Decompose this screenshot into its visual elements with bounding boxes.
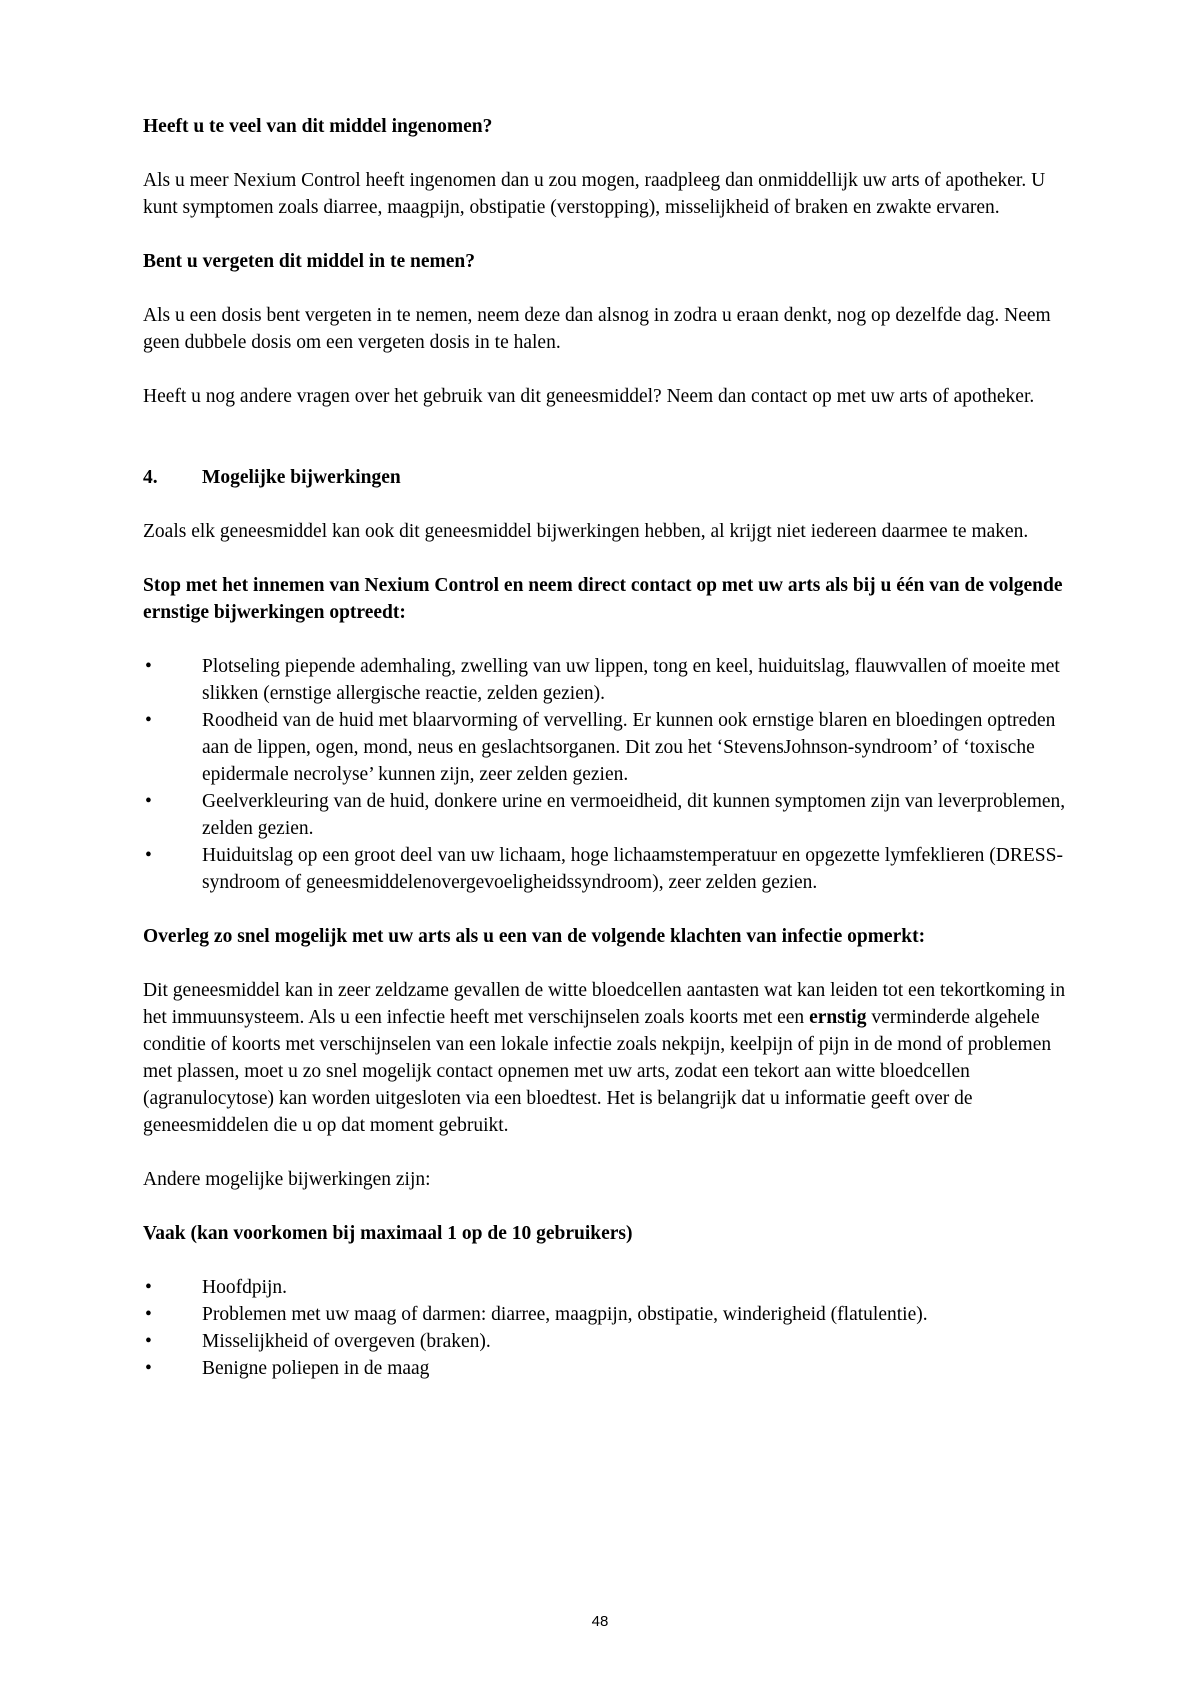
infection-heading: Overleg zo snel mogelijk met uw arts als u een van de volgende klachten van infectie opmerkt:	[143, 926, 926, 947]
overdose-heading: Heeft u te veel van dit middel ingenomen?	[143, 116, 493, 137]
side-effects-intro: Zoals elk geneesmiddel kan ook dit geneesmiddel bijwerkingen hebben, al krijgt niet iedereen daarmee te maken.	[143, 521, 1029, 542]
list-item-text: Hoofdpijn.	[202, 1277, 288, 1298]
bullet-icon: •	[145, 1304, 152, 1325]
forgotten-paragraph: Als u een dosis bent vergeten in te nemen, neem deze dan alsnog in zodra u eraan denkt, nog op dezelfde dag. Neem geen dubbele dosis om een vergeten dosis in te halen.	[143, 305, 1051, 353]
bullet-icon: •	[145, 710, 152, 731]
bullet-icon: •	[145, 656, 152, 677]
forgotten-heading: Bent u vergeten dit middel in te nemen?	[143, 251, 476, 272]
common-frequency-heading: Vaak (kan voorkomen bij maximaal 1 op de 10 gebruikers)	[143, 1223, 633, 1244]
stop-heading: Stop met het innemen van Nexium Control en neem direct contact op met uw arts als bij u één van de volgende ernstige bijwerkingen optreedt:	[143, 575, 1063, 623]
list-item-text: Benigne poliepen in de maag	[202, 1358, 430, 1379]
document-page	[143, 113, 1073, 1409]
serious-side-effects-list	[143, 653, 1073, 896]
bullet-icon: •	[145, 1331, 152, 1352]
bullet-icon: •	[145, 791, 152, 812]
list-item	[143, 1274, 1073, 1301]
infection-text-emphasis: ernstig	[809, 1007, 867, 1028]
bullet-icon: •	[145, 1277, 152, 1298]
list-item	[143, 1328, 1073, 1355]
common-side-effects-list	[143, 1274, 1073, 1382]
bullet-icon: •	[145, 845, 152, 866]
list-item-text: Roodheid van de huid met blaarvorming of vervelling. Er kunnen ook ernstige blaren en bloedingen optreden aan de lippen, ogen, mond, neus en geslachtsorganen. Dit zou het ‘StevensJohnson-syndroom’ of ‘toxische epidermale necrolyse’ kunnen zijn, zeer zelden gezien.	[202, 710, 1056, 785]
list-item	[143, 788, 1073, 842]
infection-text-part-2: verminderde algehele conditie of koorts met verschijnselen van een lokale infectie zoals nekpijn, keelpijn of pijn in de mond of problemen met plassen, moet u zo snel mogelijk contact opnemen met uw arts, zodat een tekort aan witte bloedcellen (agranulocytose) kan worden uitgesloten via een bloedtest. Het is belangrijk dat u informatie geeft over de geneesmiddelen die u op dat moment gebruikt.	[143, 1007, 1052, 1136]
section-title: Mogelijke bijwerkingen	[202, 467, 401, 488]
list-item	[143, 653, 1073, 707]
section-number: 4.	[143, 467, 158, 488]
other-side-effects-intro: Andere mogelijke bijwerkingen zijn:	[143, 1169, 431, 1190]
infection-text-part-1: Dit geneesmiddel kan in zeer zeldzame gevallen de witte bloedcellen aantasten wat kan leiden tot een tekortkoming in het immuunsysteem. Als u een infectie heeft met verschijnselen zoals koorts met een	[143, 980, 1066, 1028]
list-item	[143, 707, 1073, 788]
bullet-icon: •	[145, 1358, 152, 1379]
infection-paragraph	[143, 977, 1073, 1139]
list-item	[143, 1355, 1073, 1382]
section-4-heading	[143, 464, 1073, 491]
questions-paragraph: Heeft u nog andere vragen over het gebruik van dit geneesmiddel? Neem dan contact op met uw arts of apotheker.	[143, 386, 1035, 407]
overdose-paragraph: Als u meer Nexium Control heeft ingenomen dan u zou mogen, raadpleeg dan onmiddellijk uw arts of apotheker. U kunt symptomen zoals diarree, maagpijn, obstipatie (verstopping), misselijkheid of braken en zwakte ervaren.	[143, 170, 1046, 218]
list-item-text: Plotseling piepende ademhaling, zwelling van uw lippen, tong en keel, huiduitslag, flauwvallen of moeite met slikken (ernstige allergische reactie, zelden gezien).	[202, 656, 1060, 704]
page-number: 48	[591, 1613, 609, 1630]
list-item	[143, 842, 1073, 896]
list-item-text: Problemen met uw maag of darmen: diarree, maagpijn, obstipatie, winderigheid (flatulentie).	[202, 1304, 928, 1325]
list-item-text: Geelverkleuring van de huid, donkere urine en vermoeidheid, dit kunnen symptomen zijn van leverproblemen, zelden gezien.	[202, 791, 1066, 839]
list-item-text: Huiduitslag op een groot deel van uw lichaam, hoge lichaamstemperatuur en opgezette lymfeklieren (DRESS-syndroom of geneesmiddelenovergevoeligheidssyndroom), zeer zelden gezien.	[202, 845, 1063, 893]
list-item	[143, 1301, 1073, 1328]
list-item-text: Misselijkheid of overgeven (braken).	[202, 1331, 491, 1352]
